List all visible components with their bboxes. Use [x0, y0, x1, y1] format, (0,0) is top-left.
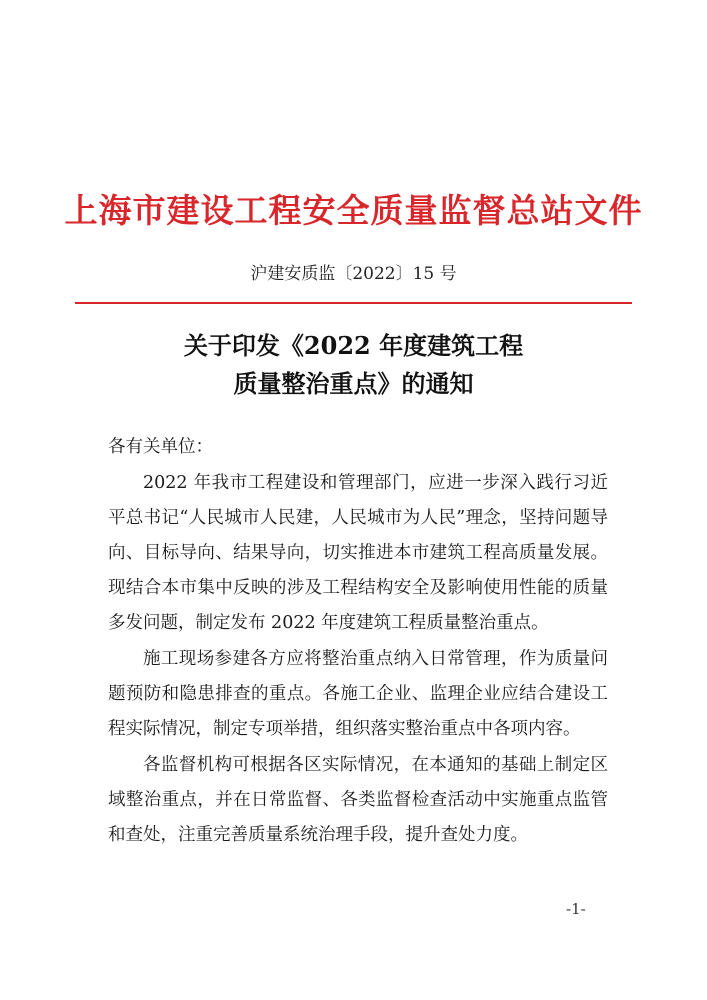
document-number: 沪建安质监〔2022〕15 号 — [250, 264, 457, 284]
notice-title — [0, 327, 707, 403]
body-paragraph-1: 2022 年我市工程建设和管理部门，应进一步深入践行习近平总书记“人民城市人民建，人民城市为人民”理念，坚持问题导向、目标导向、结果导向，切实推进本市建筑工程高质量发展。现结合本市集中反映的涉及工程结构安全及影响使用性能的质量多发问题，制定发布 2022 年度建筑工程质量整治重点。 — [108, 473, 608, 633]
notice-title-line-2: 质量整治重点》的通知 — [233, 369, 474, 398]
body-paragraph-3: 各监督机构可根据各区实际情况，在本通知的基础上制定区域整治重点，并在日常监督、各类监督检查活动中实施重点监管和查处，注重完善质量系统治理手段，提升查处力度。 — [108, 755, 608, 845]
body-paragraph-2: 施工现场参建各方应将整治重点纳入日常管理，作为质量问题预防和隐患排查的重点。各施工企业、监理企业应结合建设工程实际情况，制定专项举措，组织落实整治重点中各项内容。 — [108, 649, 608, 739]
document-body — [108, 430, 608, 854]
salutation: 各有关单位： — [108, 437, 213, 457]
notice-title-line-1: 关于印发《2022 年度建筑工程 — [183, 331, 524, 360]
red-separator-line — [75, 302, 632, 304]
issuing-authority-title: 上海市建设工程安全质量监督总站文件 — [64, 191, 643, 230]
page-number: -1- — [566, 900, 586, 918]
